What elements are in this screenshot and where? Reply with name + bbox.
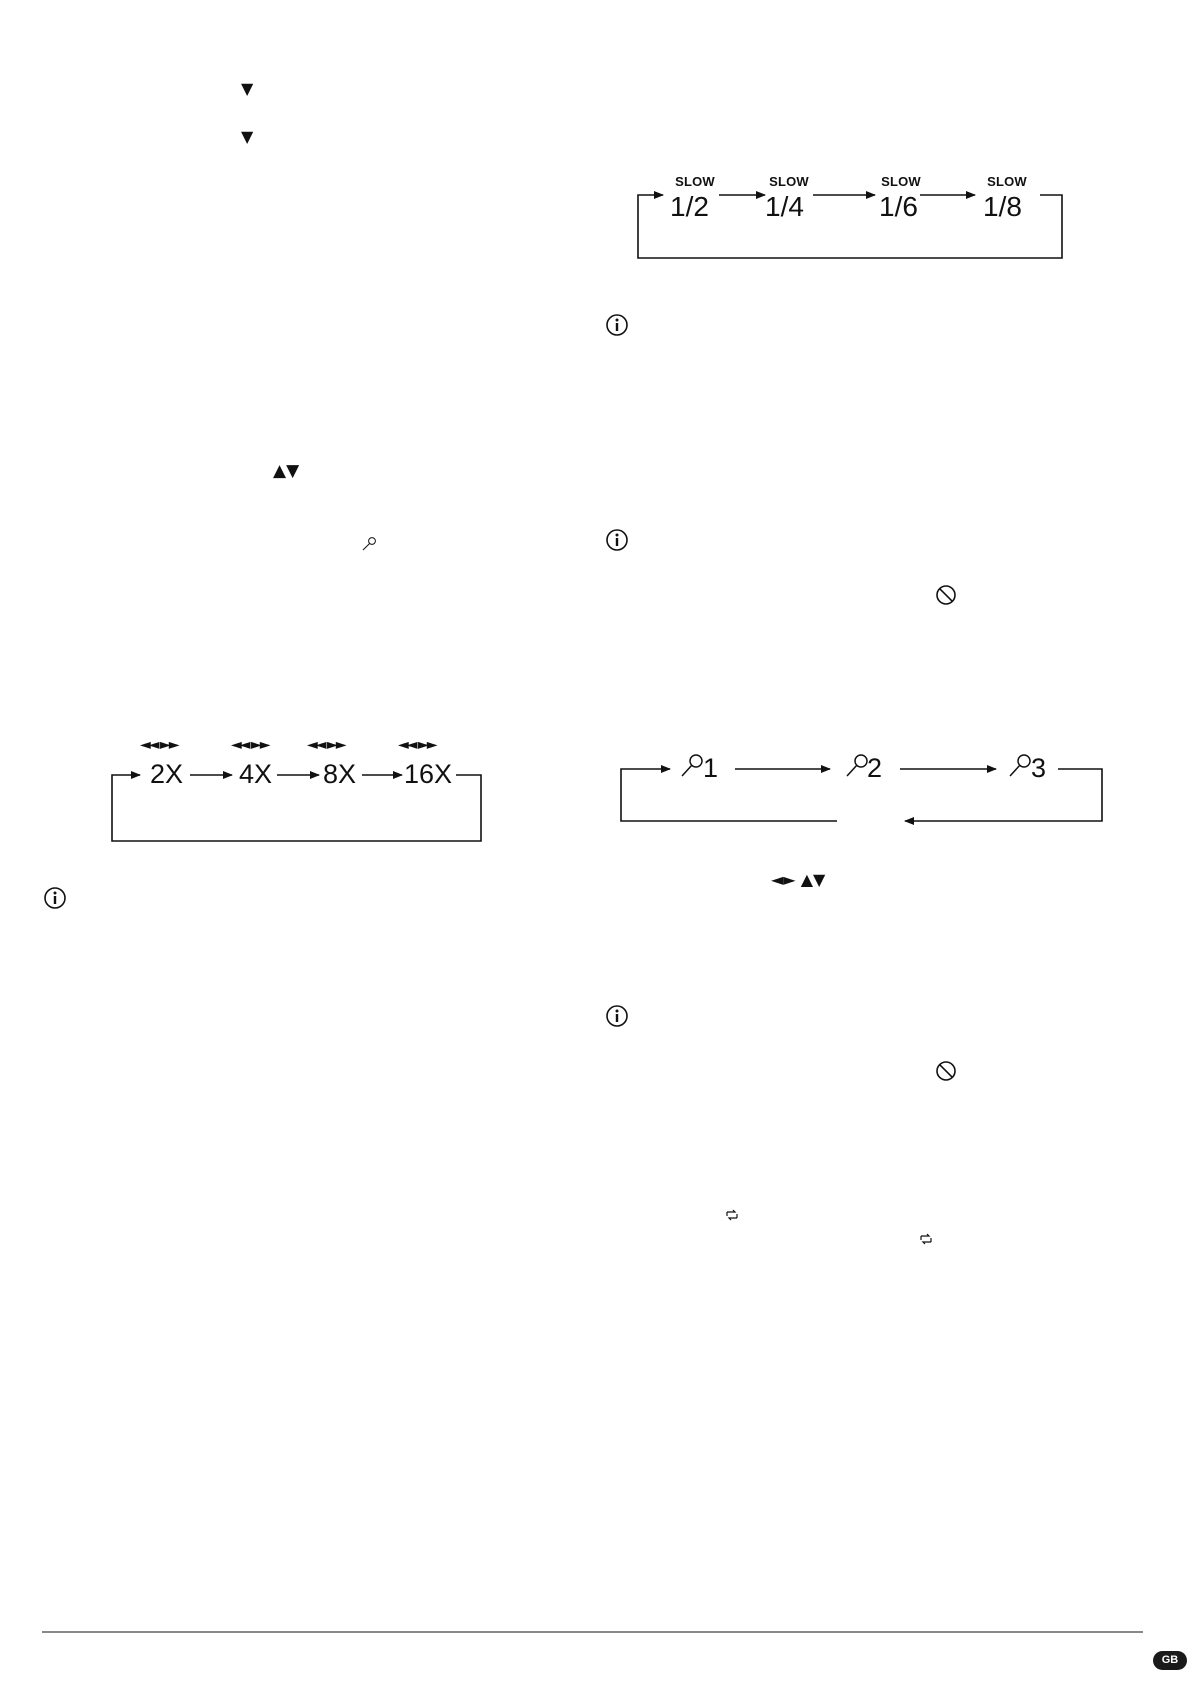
repeat-icon — [918, 1232, 934, 1246]
magnifier-icon — [1008, 753, 1032, 779]
language-badge: GB — [1153, 1651, 1187, 1670]
info-icon — [605, 313, 629, 337]
rewind-forward-icon: ◄◄ ►► — [140, 737, 178, 753]
info-icon — [43, 886, 67, 910]
speed-step: 4X — [239, 759, 273, 789]
slow-value: 1/6 — [879, 191, 918, 222]
rewind-forward-icon: ◄◄ ►► — [307, 737, 345, 753]
direction-arrows-icon: ◄► ▲▼ — [771, 870, 826, 889]
magnifier-icon — [680, 753, 704, 779]
magnifier-icon — [845, 753, 869, 779]
zoom-step: 1 — [703, 753, 719, 783]
zoom-step: 2 — [867, 753, 883, 783]
prohibited-icon — [935, 584, 957, 606]
rewind-forward-icon: ◄◄ ►► — [398, 737, 436, 753]
speed-step: 16X — [404, 759, 453, 789]
info-icon — [605, 528, 629, 552]
down-arrow-icon: ▼ — [241, 79, 254, 98]
repeat-icon — [724, 1208, 740, 1222]
zoom-step: 3 — [1031, 753, 1047, 783]
slow-step — [987, 174, 1027, 189]
slow-label: SLOW — [675, 174, 715, 189]
speed-step: 8X — [323, 759, 357, 789]
slow-step — [675, 174, 715, 189]
slow-value: 1/4 — [765, 191, 804, 222]
prohibited-icon — [935, 1060, 957, 1082]
down-arrow-icon: ▼ — [241, 127, 254, 146]
rewind-forward-icon: ◄◄ ►► — [231, 737, 269, 753]
slow-step — [769, 174, 809, 189]
slow-label: SLOW — [987, 174, 1027, 189]
slow-value: 1/2 — [670, 191, 709, 222]
slow-value: 1/8 — [983, 191, 1022, 222]
info-icon — [605, 1004, 629, 1028]
up-down-arrows-icon: ▲▼ — [273, 461, 300, 481]
slow-label: SLOW — [769, 174, 809, 189]
slow-label: SLOW — [881, 174, 921, 189]
magnifier-icon — [361, 536, 377, 552]
slow-step — [881, 174, 921, 189]
speed-step: 2X — [150, 759, 184, 789]
